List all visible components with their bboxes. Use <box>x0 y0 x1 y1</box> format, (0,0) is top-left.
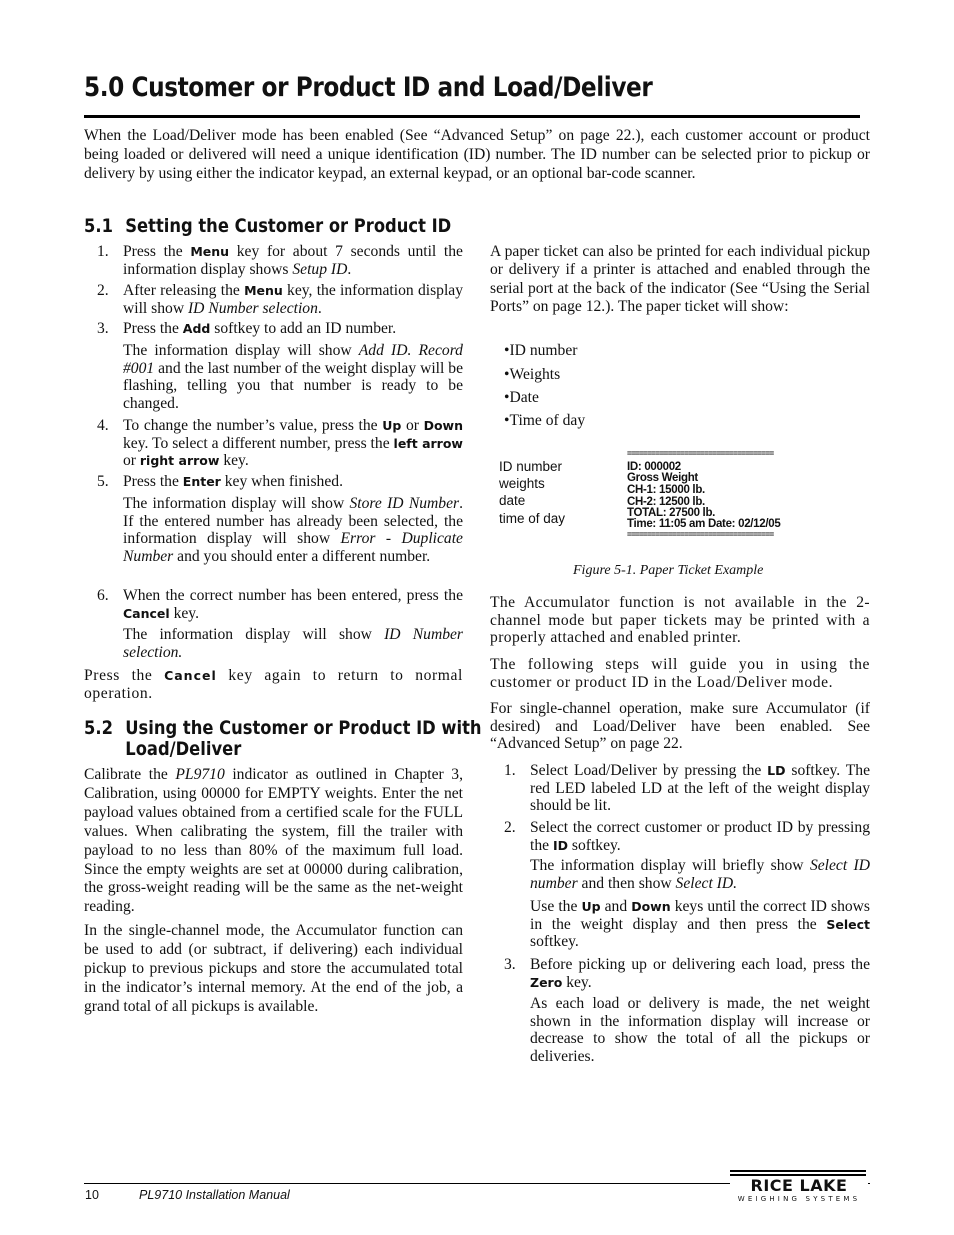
display-message: Select ID number <box>530 857 870 892</box>
step-number: 5. <box>97 473 109 490</box>
display-message: Add ID. Record #001 <box>123 342 463 377</box>
step-number: 3. <box>97 320 109 337</box>
step-text: and <box>600 898 632 915</box>
step-2 <box>97 282 463 317</box>
key-name: Cancel <box>123 605 170 621</box>
step-text: key again to return to normal operation. <box>84 667 463 702</box>
display-message: Store ID Number <box>349 495 460 512</box>
step-text: softkey. The red LED labeled LD at the left of the weight display should be lit. <box>530 762 870 814</box>
key-name: Cancel <box>164 668 217 683</box>
step-text: The information display will show <box>123 626 385 643</box>
key-name: Select <box>826 916 870 932</box>
section-number: 5.2 <box>84 717 113 739</box>
calibration-paragraph <box>84 766 463 917</box>
step-text: key, the information display will show <box>123 282 463 317</box>
step-number: 6. <box>97 587 109 604</box>
step-text: Use the <box>530 898 582 915</box>
display-message: Error - Duplicate Number <box>123 530 463 565</box>
single-channel-paragraph: For single-channel operation, make sure Accumulator (if desired) and Load/Deliver have been enabled. See “Advanced Setup” on page 22. <box>490 700 870 752</box>
step-text: key for about 7 seconds until the information display shows <box>123 243 463 278</box>
return-to-normal-paragraph <box>84 667 463 702</box>
manual-title: PL9710 Installation Manual <box>139 1188 290 1202</box>
step-text: key. To select a different number, press the <box>123 434 394 452</box>
step-3-note <box>123 342 463 412</box>
ticket-line: CH-1: 15000 lb. <box>627 484 705 496</box>
chapter-heading: 5.0 Customer or Product ID and Load/Deliver <box>84 72 653 103</box>
bullet-item: •Time of day <box>504 412 586 429</box>
step-6 <box>97 587 463 622</box>
logo-wordmark: RICE LAKE <box>730 1178 868 1194</box>
step-text: . <box>347 260 352 278</box>
step-number: 1. <box>97 243 109 260</box>
ticket-line: Gross Weight <box>627 472 698 484</box>
step-text: Press the <box>84 667 165 684</box>
step-text: softkey. <box>567 836 621 854</box>
step-text: or <box>123 452 140 469</box>
step-text: Select Load/Deliver by pressing the <box>530 762 768 779</box>
bullet-item: •Weights <box>504 366 561 383</box>
ticket-line: CH-2: 12500 lb. <box>627 496 705 508</box>
step-text: Before picking up or delivering each load, press the <box>530 956 870 973</box>
step-number: 2. <box>504 819 516 836</box>
bullet-item: •ID number <box>504 342 578 359</box>
step-text: and you should enter a different number. <box>173 547 431 565</box>
paragraph-text: Calibrate the <box>84 766 176 783</box>
bullet-text: Weights <box>509 366 561 383</box>
step-text: key. <box>562 973 592 991</box>
ld-step-3-note: As each load or delivery is made, the net weight shown in the information display will increase or decrease to show the total of all the pickups or deliveries. <box>530 995 870 1065</box>
key-name: right arrow <box>139 453 220 468</box>
ticket-label: time of day <box>499 511 566 526</box>
step-text: Select the correct customer or product ID by pressing the <box>530 819 870 854</box>
step-text: key when finished. <box>220 473 343 490</box>
step-text: Press the <box>123 320 183 337</box>
step-text: key. <box>219 452 249 469</box>
key-name: Menu <box>244 283 283 298</box>
step-text: To change the number’s value, press the <box>123 417 383 434</box>
display-message: Setup ID <box>292 260 348 278</box>
model-name: PL9710 <box>175 766 225 783</box>
step-text: . If the entered number has already been selected, the information display will show <box>123 495 463 547</box>
step-text: and the last number of the weight display will be flashing, telling you that number is ready to be changed. <box>123 359 463 412</box>
step-text: Press the <box>123 243 191 260</box>
ticket-label: weights <box>499 476 545 491</box>
step-6-note <box>123 626 463 661</box>
ticket-line: ID: 000002 <box>627 461 681 473</box>
step-5-note <box>123 495 463 565</box>
step-text: keys until the correct ID shows in the weight display and then press the <box>530 898 871 933</box>
key-name: ID <box>552 837 568 853</box>
section-5-1-heading <box>84 216 451 237</box>
step-text: and then show <box>577 874 676 892</box>
step-text: The information display will show <box>123 495 350 512</box>
step-text: softkey. <box>530 933 579 950</box>
step-text: The information display will show <box>123 342 359 359</box>
key-name: Up <box>382 418 402 433</box>
display-message: ID Number selection <box>187 299 318 317</box>
ticket-label: date <box>499 493 526 508</box>
section-title-line-2: Load/Deliver <box>125 738 242 760</box>
step-text: softkey to add an ID number. <box>210 320 397 337</box>
bullet-text: ID number <box>509 342 578 359</box>
display-message: Select ID. <box>675 874 738 892</box>
bullet-text: Time of day <box>509 412 586 429</box>
step-text: The information display will briefly show <box>530 857 810 874</box>
steps-intro-paragraph: The following steps will guide you in using the customer or product ID in the Load/Deliver mode. <box>490 656 870 691</box>
heading-rule <box>84 115 860 118</box>
step-text: key. <box>169 604 199 622</box>
section-5-2-heading <box>84 718 482 760</box>
step-3 <box>97 320 463 338</box>
page-number: 10 <box>85 1188 99 1202</box>
step-number: 1. <box>504 762 516 779</box>
section-number: 5.1 <box>84 215 113 237</box>
step-number: 2. <box>97 282 109 299</box>
ld-step-3 <box>504 956 870 991</box>
bullet-text: Date <box>509 389 539 406</box>
ld-step-1 <box>504 762 870 815</box>
key-name: LD <box>767 763 786 778</box>
ticket-separator: ==================================== <box>627 449 774 458</box>
ticket-line: TOTAL: 27500 lb. <box>627 507 716 519</box>
ld-step-2 <box>504 819 870 854</box>
intro-paragraph: When the Load/Deliver mode has been enabled (See “Advanced Setup” on page 22.), each customer account or product being loaded or delivered will need a unique identification (ID) number. The ID number can be selected prior to pickup or delivery by using either the indicator keypad, an external keypad, or an optional bar-code scanner. <box>84 127 870 182</box>
key-name: Zero <box>530 974 563 990</box>
accumulator-paragraph: In the single-channel mode, the Accumulator function can be used to add (or subtract, if delivering) each individual pickup to previous pickups and store the accumulated total in the indicator’s internal memory. At the end of the job, a grand total of all pickups is available. <box>84 922 463 1015</box>
paper-ticket-paragraph: A paper ticket can also be printed for each individual pickup or delivery if a printer is attached and enabled through the serial port at the back of the indicator (See “Using the Serial Ports” on page 12.). The paper ticket will show: <box>490 243 870 316</box>
section-title: Setting the Customer or Product ID <box>125 215 452 237</box>
step-text: . <box>317 299 322 317</box>
paragraph-text: indicator as outlined in Chapter 3, Calibration, using 00000 for EMPTY weights. Enter the net payload values obtained from a certified scale for the FULL values. When calibrating the system, fill the trailer with payload to no less than 80% of the maximum full load. Since the empty weights are set at 00000 during calibration, the gross-weight reading will be the same as the net-weight reading. <box>84 766 463 916</box>
accumulator-note-paragraph: The Accumulator function is not available in the 2-channel mode but paper tickets may be printed with a properly attached and enabled printer. <box>490 594 870 646</box>
ld-step-2-note <box>530 857 870 892</box>
ticket-label: ID number <box>499 459 563 474</box>
step-4 <box>97 417 463 470</box>
key-name: Add <box>182 321 211 336</box>
key-name: Down <box>631 899 671 914</box>
step-number: 4. <box>97 417 109 434</box>
display-message: ID Number selection. <box>123 626 463 661</box>
section-title-line-1: Using the Customer or Product ID with <box>125 717 482 739</box>
step-text: Press the <box>123 473 183 490</box>
key-name: Up <box>581 899 601 914</box>
step-text: When the correct number has been entered, press the <box>123 587 463 604</box>
key-name: Enter <box>182 474 221 489</box>
bullet-item: •Date <box>504 389 539 406</box>
step-text: After releasing the <box>123 282 245 299</box>
ticket-separator: ==================================== <box>627 530 774 539</box>
step-number: 3. <box>504 956 516 973</box>
key-name: left arrow <box>393 435 463 451</box>
key-name: Menu <box>190 244 230 259</box>
step-text: or <box>401 417 424 434</box>
key-name: Down <box>423 418 463 433</box>
step-5 <box>97 473 463 491</box>
ticket-line: Time: 11:05 am Date: 02/12/05 <box>627 518 781 530</box>
rice-lake-logo <box>728 1168 870 1206</box>
figure-caption: Figure 5-1. Paper Ticket Example <box>573 563 764 578</box>
logo-tagline: WEIGHING SYSTEMS <box>737 1195 861 1203</box>
ld-step-2-keys <box>530 898 870 951</box>
step-1 <box>97 243 463 278</box>
